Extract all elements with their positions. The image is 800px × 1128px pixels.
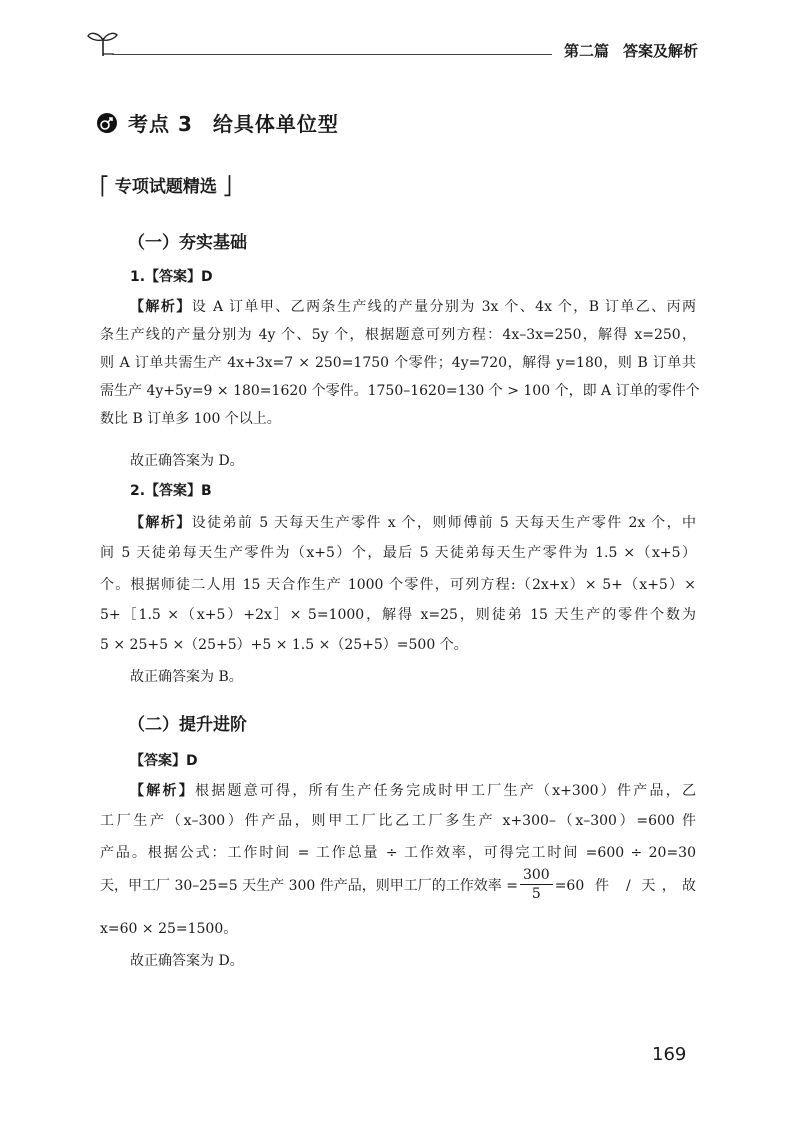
q2-analysis-tag: 【解析】: [130, 515, 192, 531]
fraction-numerator: 300: [520, 866, 553, 885]
part-title-advanced: （二）提升进阶: [128, 715, 247, 735]
q2-analysis-line-3: 个。根据师徒二人用 15 天合作生产 1000 个零件，可列方程:（2x+x）× 5+（x+5）×: [100, 577, 696, 593]
q2-analysis-line-1: [130, 512, 696, 532]
q3-text-4a: 天，甲工厂 30–25=5 天生产 300 件产品，则甲工厂的工作效率 =: [100, 877, 518, 894]
q3-analysis-line-5: x=60 × 25=1500。: [100, 921, 238, 937]
q1-analysis-line-4: 需生产 4y+5y=9 × 180=1620 个零件。1750–1620=130 个 > 100 个，即 A 订单的零件个: [100, 383, 700, 399]
page-number: 169: [652, 1044, 687, 1065]
bracket-open: ⎡: [100, 176, 109, 197]
q3-analysis-line-4: [100, 866, 696, 903]
fraction-denominator: 5: [531, 886, 541, 902]
running-header: [564, 40, 698, 61]
q2-analysis-line-5: 5 × 25+5 ×（25+5）+5 × 1.5 ×（25+5）=500 个。: [100, 637, 468, 653]
header-title: 答案及解析: [623, 42, 699, 60]
section-label: 考点 3: [128, 112, 193, 136]
section-title: 给具体单位型: [212, 112, 339, 136]
q2-conclusion: 故正确答案为 B。: [130, 669, 243, 685]
q3-text-1: 根据题意可得，所有生产任务完成时甲工厂生产（x+300）件产品，乙: [194, 783, 697, 799]
q1-text-1: 设 A 订单甲、乙两条生产线的产量分别为 3x 个、4x 个，B 订单乙、丙两: [191, 299, 696, 315]
section-heading: [96, 108, 339, 137]
header-part: 第二篇: [564, 42, 610, 60]
q1-analysis-line-3: 则 A 订单共需生产 4x+3x=7 × 250=1750 个零件；4y=720，解得 y=180，则 B 订单共: [100, 355, 696, 371]
header-rule: [112, 54, 552, 55]
q1-conclusion: 故正确答案为 D。: [130, 453, 244, 469]
q3-text-4b: =60 件 / 天，故: [554, 877, 696, 894]
efficiency-fraction: [520, 866, 553, 903]
q1-analysis-tag: 【解析】: [130, 299, 192, 315]
part-title-basic: （一）夯实基础: [128, 233, 247, 253]
q1-analysis-line-5: 数比 B 订单多 100 个以上。: [100, 411, 281, 427]
q1-answer: 1.【答案】D: [130, 269, 213, 285]
q3-analysis-line-2: 工厂生产（x–300）件产品，则甲工厂比乙工厂多生产 x+300–（x–300）=600 件: [100, 813, 696, 829]
q2-text-1: 设徒弟前 5 天每天生产零件 x 个，则师傅前 5 天每天生产零件 2x 个，中: [191, 515, 696, 531]
subheading: [100, 172, 232, 197]
q3-conclusion: 故正确答案为 D。: [130, 953, 244, 969]
q2-answer: 2.【答案】B: [130, 483, 212, 499]
q1-analysis-line-2: 条生产线的产量分别为 4y 个、5y 个，根据题意可列方程：4x–3x=250，解得 x=250，: [100, 327, 696, 343]
q2-analysis-line-2: 间 5 天徒弟每天生产零件为（x+5）个，最后 5 天徒弟每天生产零件为 1.5 ×（x+5）: [100, 545, 696, 561]
bullet-target-icon: [96, 112, 118, 134]
q2-analysis-line-4: 5+［1.5 ×（x+5）+2x］× 5=1000，解得 x=25，则徒弟 15 天生产的零件个数为: [100, 607, 696, 623]
subheading-text: 专项试题精选: [114, 177, 217, 197]
q3-analysis-line-1: [130, 780, 696, 800]
q3-answer: 【答案】D: [130, 753, 198, 769]
q3-analysis-line-3: 产品。根据公式：工作时间 = 工作总量 ÷ 工作效率，可得完工时间 =600 ÷ 20=30: [100, 845, 696, 861]
q3-analysis-tag: 【解析】: [130, 783, 195, 799]
q1-analysis-line-1: [130, 296, 696, 316]
bracket-close: ⎦: [222, 176, 232, 197]
